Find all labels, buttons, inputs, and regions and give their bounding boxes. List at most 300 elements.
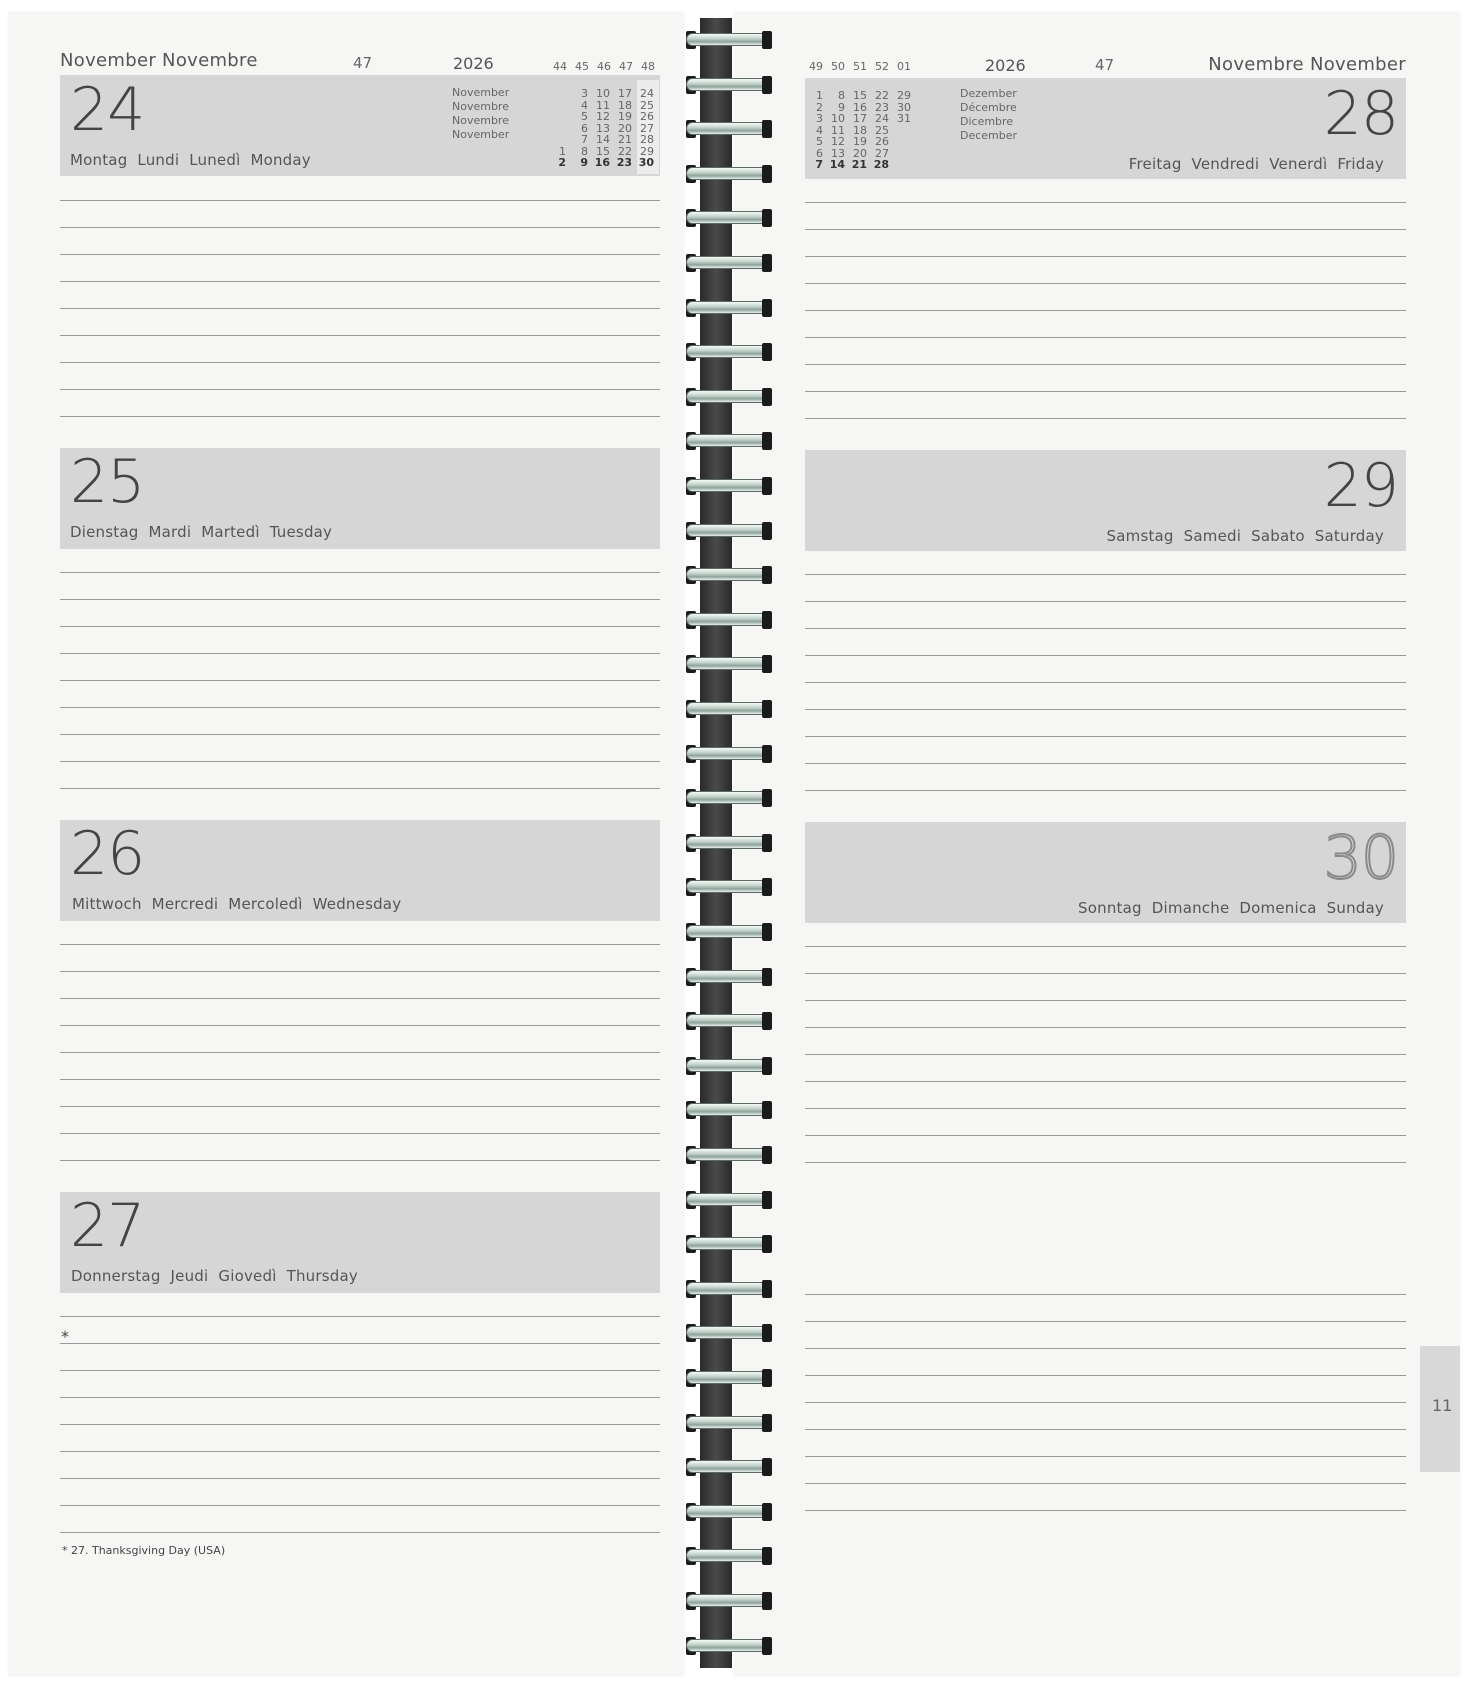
mini-cal-day xyxy=(546,111,566,123)
mini-cal-day: 22 xyxy=(618,144,632,158)
mini-cal-day xyxy=(546,88,566,100)
month-tab-number: 11 xyxy=(1432,1396,1453,1415)
ruled-line xyxy=(60,1160,660,1161)
mini-cal-day: 26 xyxy=(875,135,889,148)
left-year-label: 2026 xyxy=(453,54,494,73)
mini-cal-day: 4 xyxy=(581,98,588,112)
day-name-de: Sonntag xyxy=(1078,899,1142,917)
mini-cal-day xyxy=(546,134,566,146)
day-name-de: Samstag xyxy=(1106,527,1174,545)
spiral-coil xyxy=(686,253,772,273)
ruled-line xyxy=(60,200,660,201)
spiral-coil xyxy=(686,30,772,50)
ruled-line xyxy=(60,734,660,735)
mini-cal-day: 8 xyxy=(581,144,588,158)
mini-cal-month: November xyxy=(452,128,510,141)
binding-hole xyxy=(762,1012,772,1030)
ruled-line xyxy=(60,572,660,573)
ruled-line xyxy=(805,1054,1406,1055)
mini-cal-day: 29 xyxy=(897,89,911,102)
binding-hole xyxy=(762,1369,772,1387)
coil-wire xyxy=(686,1594,772,1607)
spiral-coil xyxy=(686,565,772,585)
mini-cal-day: 20 xyxy=(618,121,632,135)
mini-cal-day xyxy=(891,136,911,148)
spiral-coil xyxy=(686,521,772,541)
mini-cal-day: 8 xyxy=(838,89,845,102)
ruled-line xyxy=(805,790,1406,791)
spiral-coil xyxy=(686,1011,772,1031)
right-mini-calendar xyxy=(803,90,918,172)
spiral-coil xyxy=(686,431,772,451)
ruled-line xyxy=(805,682,1406,683)
binding-hole xyxy=(762,1592,772,1610)
mini-cal-day: 20 xyxy=(853,146,867,160)
mini-cal-day: 23 xyxy=(616,156,632,169)
mini-cal-day: 4 xyxy=(816,123,823,137)
mini-cal-month: December xyxy=(960,129,1018,142)
mini-cal-column xyxy=(803,90,823,171)
mini-cal-day: 2 xyxy=(558,156,566,169)
ruled-line xyxy=(805,736,1406,737)
ruled-line xyxy=(805,391,1406,392)
spiral-coil xyxy=(686,699,772,719)
day-name-en: Friday xyxy=(1337,155,1384,173)
day-names-26 xyxy=(72,895,411,913)
day-number-28: 28 xyxy=(1323,79,1398,149)
spiral-coil xyxy=(686,1190,772,1210)
spiral-coil xyxy=(686,1279,772,1299)
ruled-line xyxy=(805,1402,1406,1403)
binding-hole xyxy=(762,477,772,495)
mini-cal-day: 7 xyxy=(815,158,823,171)
mini-cal-day xyxy=(891,159,911,171)
ruled-line xyxy=(60,707,660,708)
ruled-line xyxy=(60,1343,660,1344)
day-number-25: 25 xyxy=(70,447,145,517)
spiral-coil xyxy=(686,208,772,228)
mini-cal-day: 29 xyxy=(640,144,654,158)
ruled-line xyxy=(60,1424,660,1425)
coil-wire xyxy=(686,301,772,314)
spiral-coil xyxy=(686,654,772,674)
spiral-coil xyxy=(686,119,772,139)
mini-cal-day xyxy=(546,100,566,112)
week-number: 52 xyxy=(875,60,889,73)
mini-cal-day: 23 xyxy=(875,100,889,114)
mini-cal-day: 26 xyxy=(640,110,654,123)
left-week-label: 47 xyxy=(353,54,373,72)
binding-hole xyxy=(762,655,772,673)
mini-cal-day: 28 xyxy=(873,158,889,171)
binding-hole xyxy=(762,1414,772,1432)
ruled-line xyxy=(805,628,1406,629)
mini-cal-day: 12 xyxy=(596,110,610,123)
day-name-en: Monday xyxy=(250,151,311,169)
day-name-fr: Mercredi xyxy=(151,895,219,913)
ruled-line xyxy=(805,973,1406,974)
ruled-line xyxy=(805,655,1406,656)
day-name-it: Giovedì xyxy=(218,1267,277,1285)
spiral-coil xyxy=(686,1234,772,1254)
binding-hole xyxy=(762,745,772,763)
coil-wire xyxy=(686,33,772,46)
binding-hole xyxy=(762,1280,772,1298)
ruled-line xyxy=(805,1000,1406,1001)
mini-cal-day: 10 xyxy=(831,112,845,125)
mini-cal-day: 1 xyxy=(559,144,566,158)
week-number: 44 xyxy=(553,60,567,73)
coil-wire xyxy=(686,211,772,224)
ruled-line xyxy=(805,283,1406,284)
day-number-24: 24 xyxy=(70,75,145,145)
day-name-it: Mercoledì xyxy=(228,895,303,913)
day-number-26: 26 xyxy=(70,819,145,889)
spiral-coil xyxy=(686,1368,772,1388)
day-names-25 xyxy=(70,523,342,541)
day-name-en: Wednesday xyxy=(312,895,402,913)
mini-cal-day: 16 xyxy=(853,100,867,114)
spiral-coil xyxy=(686,1591,772,1611)
binding-hole xyxy=(762,923,772,941)
day-names-29 xyxy=(1107,527,1394,545)
ruled-line xyxy=(60,254,660,255)
binding-hole xyxy=(762,120,772,138)
mini-cal-day: 6 xyxy=(581,121,588,135)
coil-wire xyxy=(686,345,772,358)
mini-cal-day: 14 xyxy=(829,158,845,171)
mini-cal-day: 12 xyxy=(831,135,845,148)
spiral-coil xyxy=(686,833,772,853)
coil-wire xyxy=(686,167,772,180)
coil-wire xyxy=(686,479,772,492)
ruled-line xyxy=(805,1456,1406,1457)
coil-wire xyxy=(686,1148,772,1161)
spiral-coil xyxy=(686,967,772,987)
binding-hole xyxy=(762,566,772,584)
week-number: 51 xyxy=(853,60,867,73)
spiral-coil xyxy=(686,1636,772,1656)
coil-wire xyxy=(686,1460,772,1473)
spiral-coil xyxy=(686,164,772,184)
spiral-coil xyxy=(686,342,772,362)
ruled-line xyxy=(60,971,660,972)
spiral-coil xyxy=(686,1457,772,1477)
ruled-line xyxy=(60,1370,660,1371)
mini-cal-day: 18 xyxy=(618,98,632,112)
mini-cal-column xyxy=(590,88,610,169)
day-names-30 xyxy=(1078,899,1394,917)
ruled-line xyxy=(60,998,660,999)
mini-cal-day: 5 xyxy=(581,110,588,123)
day-name-fr: Jeudi xyxy=(170,1267,209,1285)
binding-hole xyxy=(762,522,772,540)
mini-cal-day: 28 xyxy=(640,133,654,146)
ruled-line xyxy=(805,256,1406,257)
coil-wire xyxy=(686,1416,772,1429)
binding-hole xyxy=(762,1101,772,1119)
binding-hole xyxy=(762,1235,772,1253)
binding-hole xyxy=(762,789,772,807)
mini-cal-day: 18 xyxy=(853,123,867,137)
mini-cal-day: 7 xyxy=(581,133,588,146)
week-number: 50 xyxy=(831,60,845,73)
binding-hole xyxy=(762,254,772,272)
binding-hole xyxy=(762,209,772,227)
mini-cal-day: 24 xyxy=(640,87,654,100)
binding-hole xyxy=(762,1146,772,1164)
ruled-line xyxy=(60,416,660,417)
binding-hole xyxy=(762,1547,772,1565)
day-name-en: Thursday xyxy=(286,1267,358,1285)
ruled-line xyxy=(805,1162,1406,1163)
left-month-label: November Novembre xyxy=(60,50,258,71)
coil-wire xyxy=(686,434,772,447)
ruled-line xyxy=(60,281,660,282)
ruled-line xyxy=(60,335,660,336)
mini-cal-day: 16 xyxy=(594,156,610,169)
binding-hole xyxy=(762,76,772,94)
ruled-line xyxy=(60,1397,660,1398)
ruled-line xyxy=(60,1532,660,1533)
coil-wire xyxy=(686,1639,772,1652)
ruled-line xyxy=(60,1316,660,1317)
ruled-line xyxy=(60,1079,660,1080)
coil-wire xyxy=(686,1326,772,1339)
coil-wire xyxy=(686,657,772,670)
day-name-it: Venerdì xyxy=(1269,155,1328,173)
mini-cal-day: 17 xyxy=(618,87,632,100)
spiral-coil xyxy=(686,788,772,808)
ruled-line xyxy=(60,1451,660,1452)
coil-wire xyxy=(686,568,772,581)
coil-wire xyxy=(686,1193,772,1206)
week-number: 45 xyxy=(575,60,589,73)
ruled-line xyxy=(805,1081,1406,1082)
mini-cal-day: 1 xyxy=(816,89,823,102)
ruled-line xyxy=(805,709,1406,710)
footnote-mark: * xyxy=(61,1327,69,1346)
spiral-coil xyxy=(686,922,772,942)
coil-wire xyxy=(686,122,772,135)
coil-wire xyxy=(686,880,772,893)
week-number: 49 xyxy=(809,60,823,73)
mini-cal-month: Novembre xyxy=(452,114,509,127)
spiral-coil xyxy=(686,1145,772,1165)
mini-cal-day xyxy=(546,123,566,135)
mini-cal-day: 31 xyxy=(897,112,911,125)
mini-cal-day: 10 xyxy=(596,87,610,100)
day-name-de: Donnerstag xyxy=(71,1267,161,1285)
ruled-line xyxy=(805,202,1406,203)
mini-cal-day: 3 xyxy=(581,87,588,100)
mini-cal-day: 11 xyxy=(596,98,610,112)
ruled-line xyxy=(60,626,660,627)
mini-cal-column xyxy=(612,88,632,169)
mini-cal-column xyxy=(546,88,566,169)
day-name-fr: Vendredi xyxy=(1191,155,1260,173)
binding-hole xyxy=(762,700,772,718)
mini-cal-day: 6 xyxy=(816,146,823,160)
mini-cal-month: Dezember xyxy=(960,87,1017,100)
spiral-coil xyxy=(686,387,772,407)
mini-cal-day: 22 xyxy=(875,89,889,102)
ruled-line xyxy=(60,599,660,600)
ruled-line xyxy=(805,763,1406,764)
ruled-line xyxy=(805,364,1406,365)
mini-cal-day: 19 xyxy=(853,135,867,148)
coil-wire xyxy=(686,702,772,715)
ruled-line xyxy=(60,1133,660,1134)
ruled-line xyxy=(60,1478,660,1479)
month-tab[interactable] xyxy=(1420,1346,1460,1472)
day-names-27 xyxy=(71,1267,368,1285)
day-number-29: 29 xyxy=(1323,451,1398,521)
day-name-fr: Lundi xyxy=(137,151,180,169)
mini-cal-column xyxy=(825,90,845,171)
mini-cal-day: 11 xyxy=(831,123,845,137)
coil-wire xyxy=(686,791,772,804)
coil-wire xyxy=(686,524,772,537)
coil-wire xyxy=(686,1549,772,1562)
binding-hole xyxy=(762,1637,772,1655)
mini-cal-day: 21 xyxy=(618,133,632,146)
coil-wire xyxy=(686,1103,772,1116)
mini-cal-month: November xyxy=(452,86,510,99)
day-name-fr: Dimanche xyxy=(1151,899,1230,917)
binding-hole xyxy=(762,834,772,852)
mini-cal-column xyxy=(634,88,654,169)
coil-wire xyxy=(686,836,772,849)
binding-hole xyxy=(762,299,772,317)
ruled-line xyxy=(805,1429,1406,1430)
coil-wire xyxy=(686,1371,772,1384)
binding-hole xyxy=(762,611,772,629)
week-number: 01 xyxy=(897,60,911,73)
ruled-line xyxy=(805,1135,1406,1136)
day-name-it: Lunedì xyxy=(189,151,241,169)
binding-hole xyxy=(762,1503,772,1521)
mini-cal-day: 9 xyxy=(838,100,845,114)
mini-cal-month: Novembre xyxy=(452,100,509,113)
mini-cal-day: 13 xyxy=(596,121,610,135)
mini-cal-day: 21 xyxy=(851,158,867,171)
mini-cal-day: 13 xyxy=(831,146,845,160)
day-name-fr: Mardi xyxy=(148,523,192,541)
spiral-coil xyxy=(686,1056,772,1076)
ruled-line xyxy=(805,1294,1406,1295)
day-name-de: Montag xyxy=(70,151,128,169)
ruled-line xyxy=(805,1108,1406,1109)
mini-cal-day: 25 xyxy=(640,98,654,112)
spiral-coil xyxy=(686,744,772,764)
mini-cal-day: 19 xyxy=(618,110,632,123)
mini-cal-day: 27 xyxy=(875,146,889,160)
ruled-line xyxy=(805,574,1406,575)
mini-cal-day: 14 xyxy=(596,133,610,146)
left-mini-calendar xyxy=(546,88,661,170)
mini-cal-day: 27 xyxy=(640,121,654,135)
ruled-line xyxy=(60,761,660,762)
mini-cal-day: 17 xyxy=(853,112,867,125)
day-name-de: Mittwoch xyxy=(72,895,142,913)
ruled-line xyxy=(805,601,1406,602)
ruled-line xyxy=(60,1025,660,1026)
binding-hole xyxy=(762,1191,772,1209)
day-name-en: Sunday xyxy=(1326,899,1384,917)
mini-cal-column xyxy=(847,90,867,171)
ruled-line xyxy=(60,653,660,654)
day-number-27: 27 xyxy=(70,1191,145,1261)
mini-cal-month: Décembre xyxy=(960,101,1017,114)
ruled-line xyxy=(60,227,660,228)
coil-wire xyxy=(686,1505,772,1518)
spiral-coil xyxy=(686,1546,772,1566)
ruled-line xyxy=(60,308,660,309)
day-name-de: Freitag xyxy=(1128,155,1182,173)
ruled-line xyxy=(805,946,1406,947)
day-name-it: Domenica xyxy=(1239,899,1317,917)
spiral-coil xyxy=(686,877,772,897)
left-mini-cal-months xyxy=(452,86,509,142)
ruled-line xyxy=(60,1505,660,1506)
coil-wire xyxy=(686,1014,772,1027)
mini-cal-day xyxy=(891,148,911,160)
day-names-28 xyxy=(1129,155,1394,173)
binding-hole xyxy=(762,968,772,986)
day-name-en: Saturday xyxy=(1314,527,1384,545)
spiral-coil xyxy=(686,1323,772,1343)
coil-wire xyxy=(686,1059,772,1072)
mini-cal-day: 2 xyxy=(816,100,823,114)
binding-hole xyxy=(762,31,772,49)
spiral-coil xyxy=(686,298,772,318)
binding-hole xyxy=(762,1057,772,1075)
ruled-line xyxy=(805,1375,1406,1376)
mini-cal-day: 9 xyxy=(580,156,588,169)
mini-cal-day: 5 xyxy=(816,135,823,148)
spiral-coil xyxy=(686,610,772,630)
footnote: * 27. Thanksgiving Day (USA) xyxy=(62,1544,226,1557)
right-month-label: Novembre November xyxy=(1208,54,1406,75)
right-mini-cal-months xyxy=(960,87,1017,143)
ruled-line xyxy=(60,362,660,363)
coil-wire xyxy=(686,970,772,983)
mini-cal-day: 30 xyxy=(897,100,911,114)
coil-wire xyxy=(686,747,772,760)
ruled-line xyxy=(805,1348,1406,1349)
ruled-line xyxy=(805,1483,1406,1484)
spiral-coil xyxy=(686,75,772,95)
binding-hole xyxy=(762,343,772,361)
ruled-line xyxy=(805,1321,1406,1322)
day-name-it: Sabato xyxy=(1251,527,1305,545)
ruled-line xyxy=(805,337,1406,338)
binding-hole xyxy=(762,388,772,406)
ruled-line xyxy=(805,310,1406,311)
mini-cal-day: 24 xyxy=(875,112,889,125)
left-mini-cal-weeks xyxy=(549,60,659,73)
mini-cal-day: 30 xyxy=(638,156,654,169)
ruled-line xyxy=(60,1052,660,1053)
spiral-coil xyxy=(686,476,772,496)
week-number: 48 xyxy=(641,60,655,73)
coil-wire xyxy=(686,78,772,91)
ruled-line xyxy=(60,1106,660,1107)
right-mini-cal-weeks xyxy=(805,60,915,73)
mini-cal-column xyxy=(891,90,911,171)
mini-cal-column xyxy=(568,88,588,169)
